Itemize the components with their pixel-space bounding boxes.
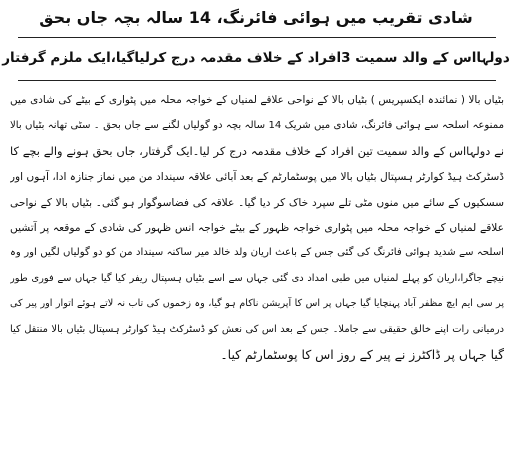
body-line: ڈسٹرکٹ ہیڈ کوارٹر ہسپتال بٹیاں بالا میں پوسٹمارٹم کے بعد آبائی علاقہ سینداد من میں نماز جنازہ ادا، آہوں اور <box>10 170 504 184</box>
body-line: علاقے لمنیاں کے خواجہ محلہ میں پٹواری خواجہ ظہور کے بیٹے خواجہ انس ظہور کی شادی کے موقعہ پر آتشیں <box>10 220 504 234</box>
subheadline: دولہااس کے والد سمیت 3افراد کے خلاف مقدمہ درج کرلیاگیا،ایک ملزم گرفتار <box>2 50 510 66</box>
subheadline-divider <box>18 80 496 81</box>
headline-divider <box>18 37 496 38</box>
body-line: نے دولہااس کے والد سمیت تین افراد کے خلاف مقدمہ درج کر لیا۔ایک گرفتار، جاں بحق ہونے والے بچے کا <box>10 143 504 158</box>
article-body <box>10 88 504 367</box>
body-line: اسلحہ سے شدید ہوائی فائرنگ کی گئی جس کے باعث اریان ولد خالد میر ساکنہ سینداد من کو دو گولیاں لگیں اور وہ <box>10 247 504 259</box>
headline: شادی تقریب میں ہوائی فائرنگ، 14 سالہ بچہ جاں بحق <box>39 8 473 27</box>
body-line: ممنوعہ اسلحہ سے ہوائی فائرنگ، شادی میں شریک 14 سالہ بچہ دو گولیاں لگنے سے جاں بحق ۔ سٹی تھانہ بٹیاں بالا <box>10 120 504 132</box>
body-line: پر سی ایم ایچ مظفر آباد پہنچایا گیا جہاں پر اس کا آپریشن ناکام ہو گیا، وہ زخموں کی تاب نہ لاتے ہوئے اتوار اور پیر کی <box>10 298 504 310</box>
body-line: نیچے جاگرا،اریان کو پہلے لمنیاں میں طبی امداد دی گئی جہاں سے اسے بٹیاں ہسپتال ریفر کیا گیا جہاں سے فوری طور <box>10 272 504 284</box>
body-line: بٹیاں بالا ( نمائندہ ایکسپریس ) بٹیاں بالا کے نواحی علاقے لمنیاں کے خواجہ محلہ میں پٹواری کے بیٹے کی شادی میں <box>10 94 504 106</box>
body-line: گیا جہاں پر ڈاکٹرز نے پیر کے روز اس کا پوسٹمارٹم کیا۔ <box>220 346 504 362</box>
body-line: سسکیوں کے سائے میں منوں مٹی تلے سپرد خاک کر دیا گیا۔ علاقہ کی فضاسوگوار ہو گئی۔ بٹیاں بالا کے نواحی <box>10 195 504 209</box>
body-line: درمیانی رات اپنے خالق حقیقی سے جاملا۔ جس کے بعد اس کی نعش کو ڈسٹرکٹ ہیڈ کوارٹر ہسپتال بٹیاں بالا منتقل کیا <box>10 323 504 335</box>
